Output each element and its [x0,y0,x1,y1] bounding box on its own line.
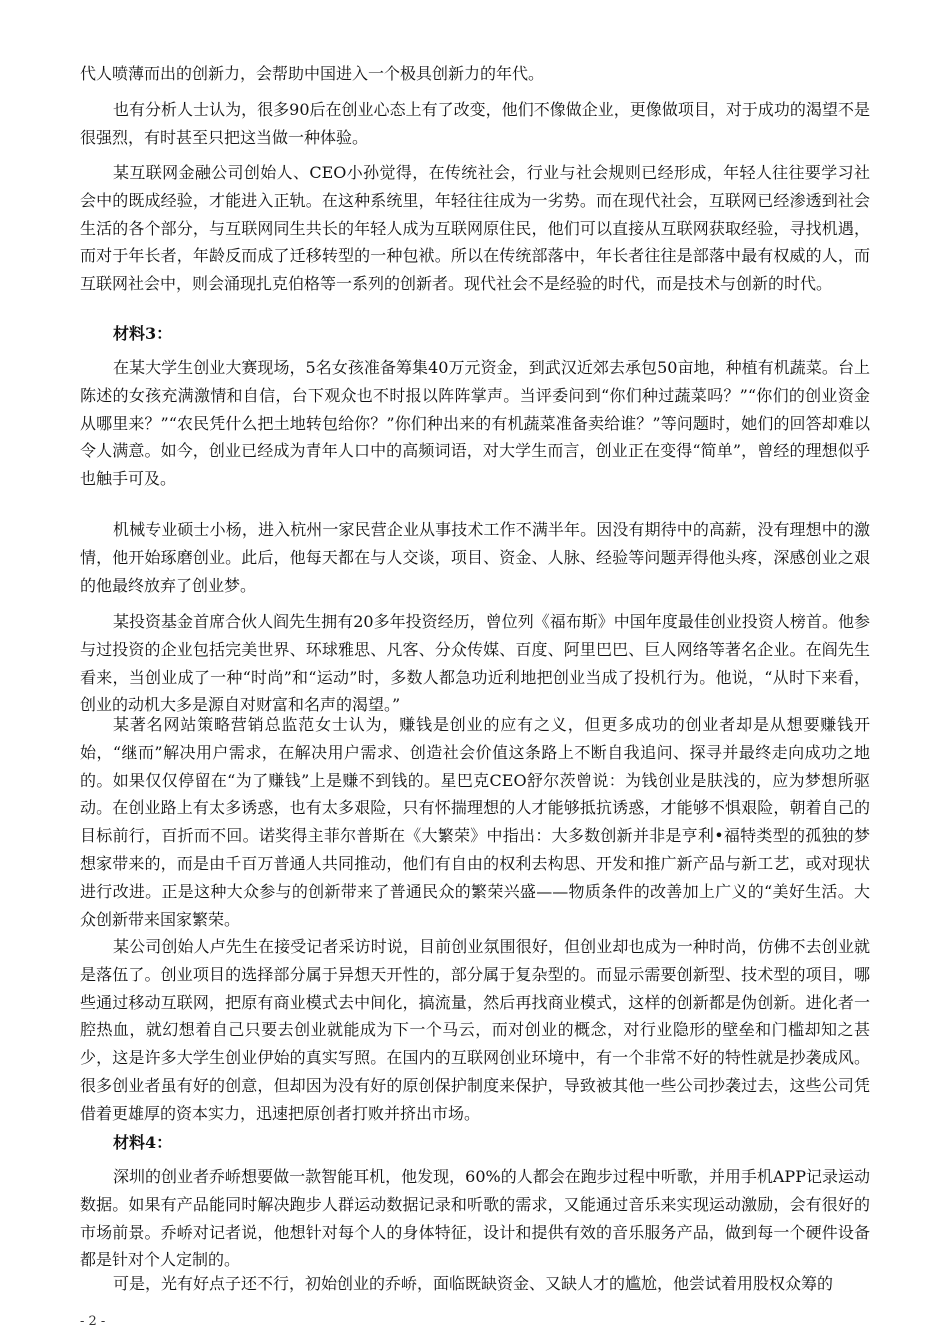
paragraph-ceo-sun: 某互联网金融公司创始人、CEO小孙觉得，在传统社会，行业与社会规则已经形成，年轻人往往要学习社会中的既成经验，才能进入正轨。在这种系统里，年轻往往成为一劣势。而在现代社会，互联网已经渗透到社会生活的各个部分，与互联网同生共长的年轻人成为互联网原住民，他们可以直接从互联网获取经验，寻找机遇，而对于年长者，年龄反而成了迁移转型的一种包袱。所以在传统部落中，年长者往往是部落中最有权威的人，而互联网社会中，则会涌现扎克伯格等一系列的创新者。现代社会不是经验的时代，而是技术与创新的时代。 [80,163,870,294]
paragraph-qiao-qiao: 深圳的创业者乔峤想要做一款智能耳机，他发现，60%的人都会在跑步过程中听歌，并用手机APP记录运动数据。如果有产品能同时解决跑步人群运动数据记录和听歌的需求，又能通过音乐来实现运动激励，会有很好的市场前景。乔峤对记者说，他想针对每个人的身体特征，设计和提供有效的音乐服务产品，做到每一个硬件设备都是针对个人定制的。 [80,1167,870,1270]
page-number: - 2 - [80,1314,106,1329]
paragraph-mr-yan: 某投资基金首席合伙人阎先生拥有20多年投资经历，曾位列《福布斯》中国年度最佳创业投资人榜首。他参与过投资的企业包括完美世界、环球雅思、凡客、分众传媒、百度、阿里巴巴、巨人网络等著名企业。在阎先生看来，当创业成了一种“时尚”和“运动”时，多数人都急功近利地把创业当成了投机行为。他说，“从时下来看，创业的动机大多是源自对财富和名声的渴望。” [80,612,870,715]
paragraph-mr-lu: 某公司创始人卢先生在接受记者采访时说，目前创业氛围很好，但创业却也成为一种时尚，仿佛不去创业就是落伍了。创业项目的选择部分属于异想天开性的，部分属于复杂型的。而显示需要创新型、技术型的项目，哪些通过移动互联网，把原有商业模式去中间化，搞流量，然后再找商业模式，这样的创新都是伪创新。进化者一腔热血，就幻想着自己只要去创业就能成为下一个马云，而对创业的概念，对行业隐形的壁垒和门槛却知之甚少，这是许多大学生创业伊始的真实写照。在国内的互联网创业环境中，有一个非常不好的特性就是抄袭成风。很多创业者虽有好的创意，但却因为没有好的原创保护制度来保护，导致被其他一些公司抄袭过去，这些公司凭借着更雄厚的资本实力，迅速把原创者打败并挤出市场。 [80,937,870,1123]
paragraph-ms-fan: 某著名网站策略营销总监范女士认为，赚钱是创业的应有之义，但更多成功的创业者却是从想要赚钱开始，“继而”解决用户需求，在解决用户需求、创造社会价值这条路上不断自我追问、探寻并最终走向成功之地的。如果仅仅停留在“为了赚钱”上是赚不到钱的。星巴克CEO舒尔茨曾说：为钱创业是肤浅的，应为梦想所驱动。在创业路上有太多诱惑，也有太多艰险，只有怀揣理想的人才能够抵抗诱惑，才能够不惧艰险，朝着自己的目标前行，百折而不回。诺奖得主菲尔普斯在《大繁荣》中指出：大多数创新并非是亨利•福特类型的孤独的梦想家带来的，而是由千百万普通人共同推动，他们有自由的权利去构思、开发和推广新产品与新工艺，或对现状进行改进。正是这种大众参与的创新带来了普通民众的繁荣兴盛——物质条件的改善加上广义的“美好生活。大众创新带来国家繁荣。 [80,715,870,929]
paragraph-xiao-yang: 机械专业硕士小杨，进入杭州一家民营企业从事技术工作不满半年。因没有期待中的高薪，没有理想中的激情，他开始琢磨创业。此后，他每天都在与人交谈，项目、资金、人脉、经验等问题弄得他头疼，深感创业之艰的他最终放弃了创业梦。 [80,520,870,595]
paragraph-equity-crowdfunding: 可是，光有好点子还不行，初始创业的乔峤，面临既缺资金、又缺人才的尴尬，他尝试着用股权众筹的 [113,1274,834,1293]
heading-material-3: 材料3： [113,324,173,343]
paragraph-startup-contest: 在某大学生创业大赛现场，5名女孩准备筹集40万元资金，到武汉近郊去承包50亩地，种植有机蔬菜。台上陈述的女孩充满激情和自信，台下观众也不时报以阵阵掌声。当评委问到“你们种过蔬菜吗？”“你们的创业资金从哪里来？”“农民凭什么把土地转包给你？”你们种出来的有机蔬菜准备卖给谁？”等问题时，她们的回答却难以令人满意。如今，创业已经成为青年人口中的高频词语，对大学生而言，创业正在变得“简单”，曾经的理想似乎也触手可及。 [80,358,870,489]
paragraph-continuation: 代人喷薄而出的创新力，会帮助中国进入一个极具创新力的年代。 [80,64,545,83]
paragraph-analyst-view: 也有分析人士认为，很多90后在创业心态上有了改变，他们不像做企业，更像做项目，对于成功的渴望不是很强烈，有时甚至只把这当做一种体验。 [80,100,870,147]
heading-material-4: 材料4： [113,1133,173,1152]
